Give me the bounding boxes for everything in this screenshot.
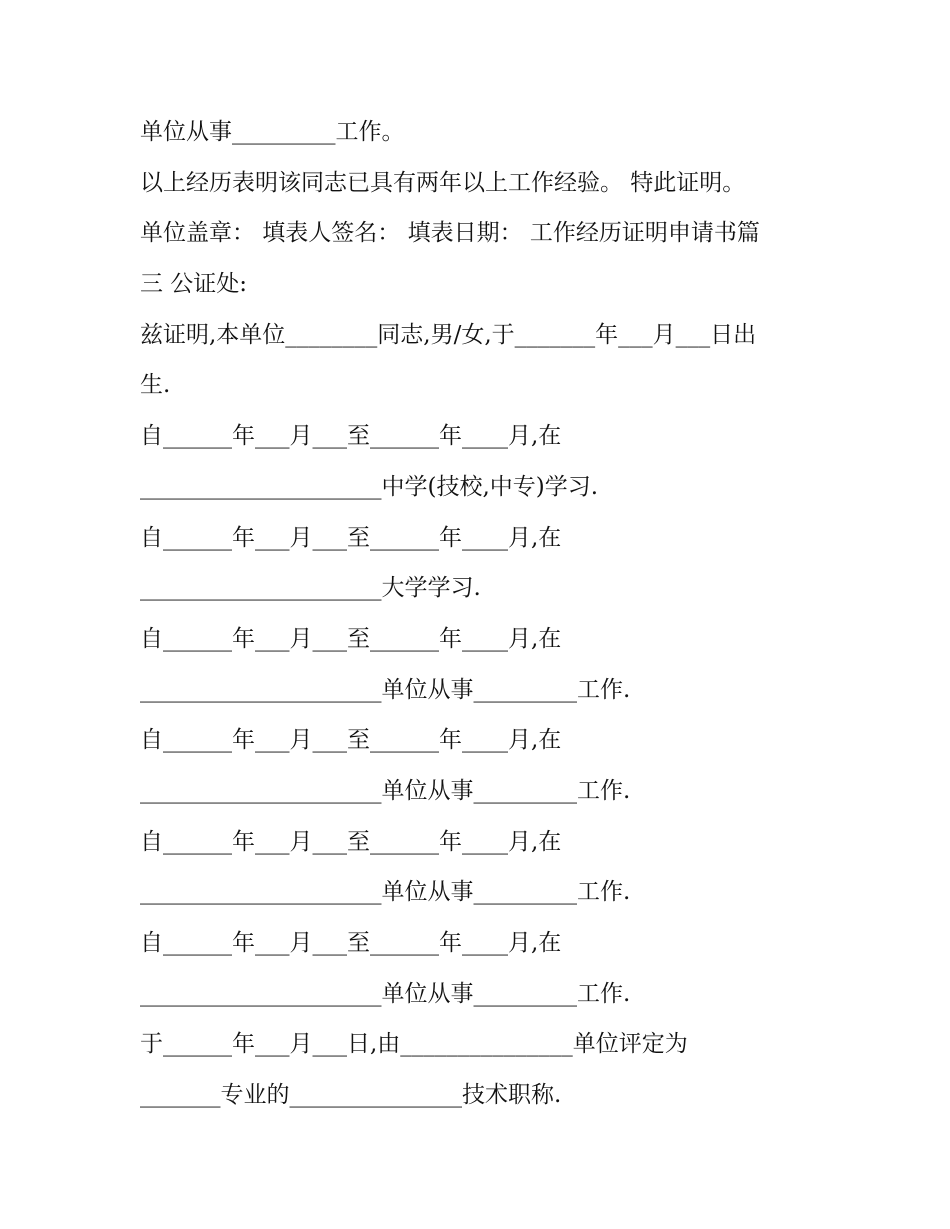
text-line: 自______年___月___至______年____月,在 — [140, 930, 562, 956]
text-line: 自______年___月___至______年____月,在 — [140, 828, 562, 855]
text-line: _____________________单位从事_________工作. — [140, 676, 631, 703]
text-line: 单位从事_________工作。 — [140, 119, 405, 145]
text-line: 自______年___月___至______年____月,在 — [140, 625, 562, 652]
text-line: _____________________单位从事_________工作. — [140, 879, 631, 906]
text-line: 以上经历表明该同志已具有两年以上工作经验。 特此证明。 — [140, 169, 746, 196]
text-line: _____________________大学学习. — [140, 575, 481, 602]
text-line: 于______年___月___日,由_______________单位评定为 — [140, 1031, 688, 1058]
text-line: _____________________中学(技校,中专)学习. — [140, 473, 599, 500]
text-line: 自______年___月___至______年____月,在 — [140, 524, 562, 551]
text-line: 三 公证处: — [140, 271, 248, 298]
text-line: 生. — [140, 372, 171, 399]
text-line: 单位盖章： 填表人签名： 填表日期： 工作经历证明申请书篇 — [140, 220, 760, 247]
text-line: _____________________单位从事_________工作. — [140, 777, 631, 804]
text-line: 自______年___月___至______年____月,在 — [140, 423, 562, 450]
document-body — [140, 107, 820, 1121]
text-line: 兹证明,本单位________同志,男/女,于_______年___月___日出 — [140, 321, 757, 348]
text-line: _______专业的_______________技术职称. — [140, 1082, 562, 1109]
text-line: 自______年___月___至______年____月,在 — [140, 727, 562, 754]
text-line: _____________________单位从事_________工作. — [140, 980, 631, 1007]
